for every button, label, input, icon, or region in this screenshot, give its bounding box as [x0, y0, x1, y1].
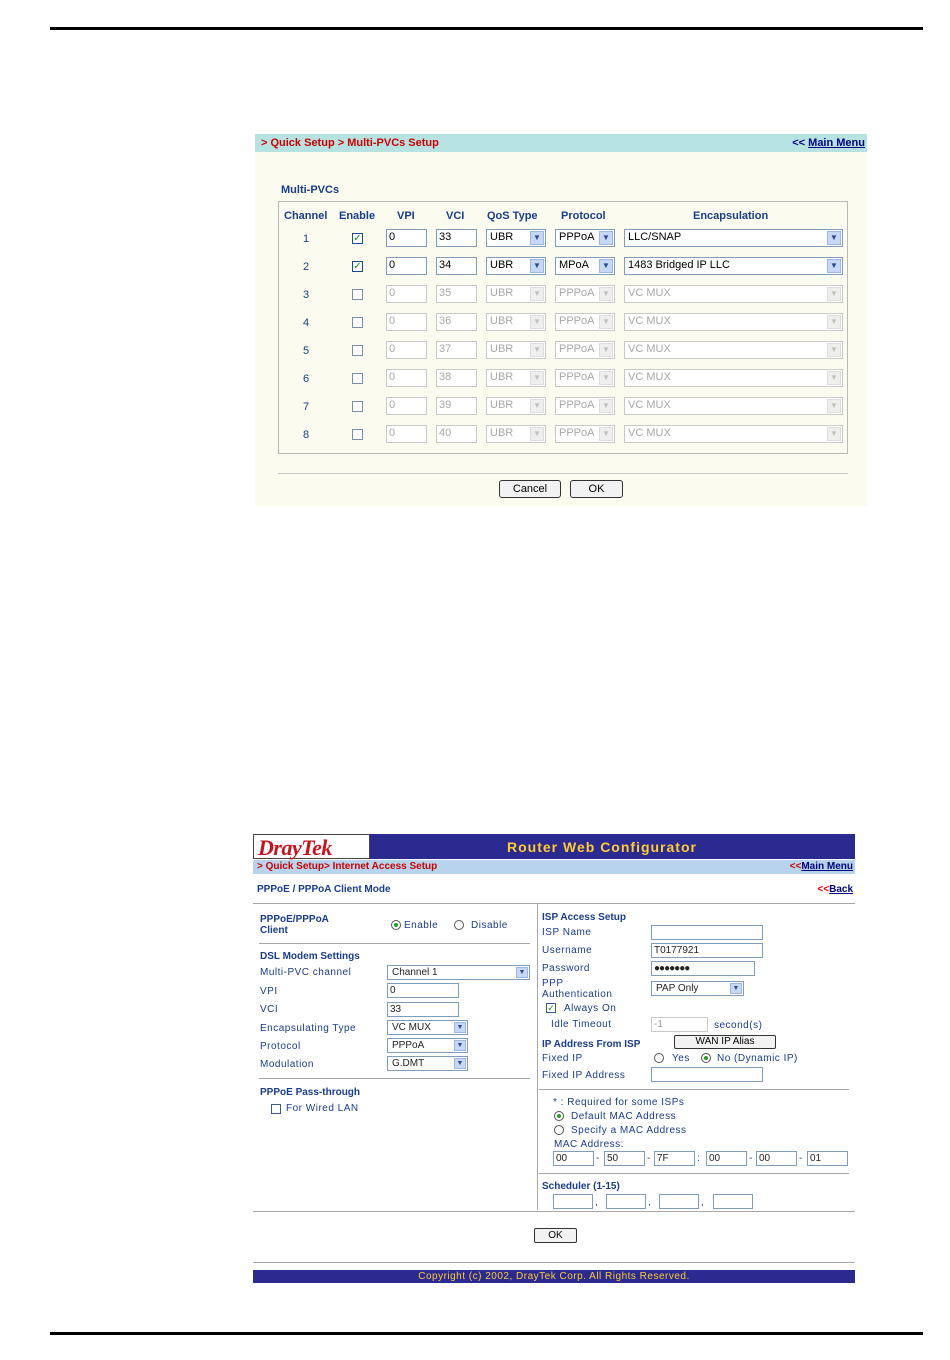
chevron-down-icon: ▼ — [730, 983, 742, 994]
client-enable-label: Enable — [404, 920, 439, 931]
protocol-value: MPoA — [559, 259, 589, 271]
mac-separator: - — [799, 1153, 803, 1164]
cancel-button[interactable]: Cancel — [499, 480, 561, 498]
main-menu-label: Main Menu — [808, 137, 865, 149]
divider — [539, 1089, 849, 1090]
vpi-input[interactable]: 0 — [386, 397, 427, 415]
pvc-row — [279, 313, 847, 335]
channel-number: 7 — [303, 401, 310, 413]
chevron-down-icon: ▼ — [599, 427, 613, 441]
chevron-down-icon: ▼ — [827, 259, 841, 273]
enable-checkbox[interactable] — [352, 401, 363, 412]
qos-select[interactable] — [486, 229, 546, 247]
vpi-input[interactable]: 0 — [386, 229, 427, 247]
fixed-ip-no-radio[interactable] — [701, 1053, 711, 1063]
vpi-input[interactable]: 0 — [386, 369, 427, 387]
ip-from-isp-title: IP Address From ISP — [542, 1039, 641, 1050]
encap-value: VC MUX — [628, 343, 671, 355]
qos-select[interactable] — [486, 257, 546, 275]
dsl-title: DSL Modem Settings — [260, 951, 360, 962]
chevron-down-icon: ▼ — [530, 231, 544, 245]
vci-input[interactable]: 34 — [436, 257, 477, 275]
section-title: Multi-PVCs — [281, 184, 340, 196]
col-vpi: VPI — [397, 210, 415, 222]
main-menu-link[interactable] — [790, 861, 853, 872]
main-menu-link[interactable] — [792, 137, 865, 149]
chevron-down-icon: ▼ — [827, 231, 841, 245]
wired-lan-label: For Wired LAN — [286, 1103, 359, 1114]
chevron-down-icon: ▼ — [530, 343, 544, 357]
mac-separator: : — [697, 1153, 701, 1164]
pvc-row — [279, 341, 847, 363]
protocol-select[interactable] — [555, 425, 615, 443]
draytek-panel — [253, 834, 855, 1283]
chevron-down-icon: ▼ — [530, 259, 544, 273]
ppp-auth-value: PAP Only — [656, 983, 699, 994]
chevron-down-icon: ▼ — [599, 343, 613, 357]
encap-value: VC MUX — [628, 371, 671, 383]
channel-number: 1 — [303, 233, 310, 245]
scheduler-input[interactable] — [659, 1194, 699, 1209]
header-bar — [255, 134, 867, 152]
vci-input[interactable]: 35 — [436, 285, 477, 303]
multi-pvc-select[interactable] — [387, 965, 530, 980]
chevron-down-icon: ▼ — [827, 315, 841, 329]
vpi-label: VPI — [260, 986, 278, 997]
chevron-down-icon: ▼ — [530, 315, 544, 329]
protocol-value: PPPoA — [559, 287, 595, 299]
qos-select[interactable] — [486, 397, 546, 415]
protocol-select[interactable] — [555, 313, 615, 331]
ppp-auth-select[interactable] — [651, 981, 744, 996]
mac-octet-input[interactable]: 00 — [553, 1151, 594, 1166]
modulation-value: G.DMT — [392, 1058, 425, 1069]
protocol-value: PPPoA — [392, 1040, 425, 1051]
main-menu-prefix: << — [789, 861, 802, 872]
encap-value: LLC/SNAP — [628, 231, 682, 243]
mac-octet-input[interactable]: 00 — [706, 1151, 747, 1166]
ppp-auth-label-1: PPP — [542, 978, 564, 989]
enable-checkbox[interactable] — [352, 373, 363, 384]
vpi-input[interactable]: 0 — [387, 983, 459, 998]
encap-select[interactable] — [624, 285, 843, 303]
scheduler-input[interactable] — [553, 1194, 593, 1209]
mac-octet-input[interactable]: 7F — [654, 1151, 695, 1166]
fixed-ip-yes-label: Yes — [672, 1053, 690, 1064]
encap-select[interactable] — [387, 1020, 468, 1035]
vci-label: VCI — [260, 1004, 279, 1015]
mac-separator: - — [749, 1153, 753, 1164]
client-disable-radio[interactable] — [454, 920, 464, 930]
ppp-auth-label-2: Authentication — [542, 989, 613, 1000]
specify-mac-radio[interactable] — [554, 1125, 564, 1135]
col-protocol: Protocol — [561, 210, 606, 222]
qos-select[interactable] — [486, 425, 546, 443]
protocol-value: PPPoA — [559, 427, 595, 439]
fixed-ip-addr-input[interactable] — [651, 1067, 763, 1082]
required-note: * : Required for some ISPs — [553, 1097, 685, 1108]
encap-value: VC MUX — [392, 1022, 431, 1033]
qos-value: UBR — [490, 259, 514, 271]
username-input[interactable]: T0177921 — [651, 943, 763, 958]
mac-octet-input[interactable]: 01 — [807, 1151, 848, 1166]
enable-checkbox[interactable]: ✓ — [353, 233, 362, 244]
protocol-select[interactable] — [555, 341, 615, 359]
qos-select[interactable] — [486, 313, 546, 331]
divider — [253, 1211, 855, 1212]
logo-text: DrayTek — [258, 835, 332, 860]
protocol-value: PPPoA — [559, 231, 595, 243]
scheduler-separator: , — [595, 1197, 599, 1208]
encap-value: VC MUX — [628, 427, 671, 439]
pvc-row — [279, 369, 847, 391]
pvc-row — [279, 257, 847, 279]
vpi-input[interactable]: 0 — [386, 257, 427, 275]
app-title: Router Web Configurator — [507, 839, 697, 855]
fixed-ip-addr-label: Fixed IP Address — [542, 1070, 626, 1081]
enable-checkbox[interactable] — [352, 429, 363, 440]
default-mac-radio[interactable] — [554, 1111, 564, 1121]
chevron-down-icon: ▼ — [599, 259, 613, 273]
protocol-select[interactable] — [555, 369, 615, 387]
client-enable-radio[interactable] — [391, 920, 401, 930]
idle-timeout-label: Idle Timeout — [551, 1019, 612, 1030]
back-prefix: << — [817, 884, 830, 895]
chevron-down-icon: ▼ — [827, 287, 841, 301]
chevron-down-icon: ▼ — [827, 427, 841, 441]
scheduler-label: Scheduler (1-15) — [542, 1181, 620, 1192]
vpi-input[interactable]: 0 — [386, 425, 427, 443]
vci-input[interactable]: 39 — [436, 397, 477, 415]
chevron-down-icon: ▼ — [516, 967, 528, 978]
channel-number: 3 — [303, 289, 310, 301]
encap-select[interactable] — [624, 369, 843, 387]
encap-select[interactable] — [624, 313, 843, 331]
isp-name-input[interactable] — [651, 925, 763, 940]
qos-value: UBR — [490, 343, 514, 355]
always-on-checkbox[interactable]: ✓ — [547, 1003, 555, 1013]
encap-value: VC MUX — [628, 399, 671, 411]
password-input[interactable]: ●●●●●●● — [651, 961, 755, 976]
mac-label: MAC Address: — [554, 1139, 624, 1150]
divider — [278, 473, 848, 474]
qos-value: UBR — [490, 315, 514, 327]
encap-select[interactable] — [624, 257, 843, 275]
back-link[interactable] — [817, 884, 853, 895]
divider — [253, 1262, 855, 1263]
pvc-row — [279, 285, 847, 307]
protocol-select[interactable] — [387, 1038, 468, 1053]
protocol-select[interactable] — [555, 229, 615, 247]
scheduler-input[interactable] — [606, 1194, 646, 1209]
encap-value: VC MUX — [628, 315, 671, 327]
encap-label: Encapsulating Type — [260, 1023, 357, 1034]
protocol-value: PPPoA — [559, 371, 595, 383]
pvc-table — [278, 201, 848, 454]
client-label-2: Client — [260, 925, 288, 936]
protocol-select[interactable] — [555, 397, 615, 415]
divider — [253, 903, 855, 904]
vpi-input[interactable]: 0 — [386, 285, 427, 303]
qos-select[interactable] — [486, 285, 546, 303]
vci-input[interactable]: 40 — [436, 425, 477, 443]
modulation-label: Modulation — [260, 1059, 314, 1070]
ok-button[interactable]: OK — [534, 1228, 577, 1243]
col-vci: VCI — [446, 210, 465, 222]
col-channel: Channel — [284, 210, 328, 222]
channel-number: 2 — [303, 261, 310, 273]
vci-input[interactable]: 38 — [436, 369, 477, 387]
chevron-down-icon: ▼ — [530, 427, 544, 441]
chevron-down-icon: ▼ — [599, 287, 613, 301]
enable-checkbox[interactable] — [352, 317, 363, 328]
protocol-select[interactable] — [555, 257, 615, 275]
chevron-down-icon: ▼ — [599, 315, 613, 329]
chevron-down-icon: ▼ — [599, 371, 613, 385]
encap-select[interactable] — [624, 341, 843, 359]
vci-input[interactable]: 33 — [436, 229, 477, 247]
pvc-row — [279, 229, 847, 251]
multi-pvc-value: Channel 1 — [392, 967, 438, 978]
chevron-down-icon: ▼ — [530, 287, 544, 301]
chevron-down-icon: ▼ — [827, 343, 841, 357]
encap-select[interactable] — [624, 397, 843, 415]
multi-pvc-label: Multi-PVC channel — [260, 967, 352, 978]
qos-select[interactable] — [486, 369, 546, 387]
isp-name-label: ISP Name — [542, 927, 592, 938]
pvc-row — [279, 425, 847, 447]
scheduler-separator: , — [701, 1197, 705, 1208]
encap-value: 1483 Bridged IP LLC — [628, 259, 730, 271]
divider — [259, 1078, 530, 1079]
breadcrumb: > Quick Setup> Internet Access Setup — [257, 861, 438, 872]
qos-select[interactable] — [486, 341, 546, 359]
scheduler-input[interactable] — [713, 1194, 753, 1209]
qos-value: UBR — [490, 231, 514, 243]
password-label: Password — [542, 963, 590, 974]
scheduler-separator: , — [648, 1197, 652, 1208]
username-label: Username — [542, 945, 593, 956]
idle-timeout-input[interactable]: -1 — [651, 1017, 708, 1032]
breadcrumb: > Quick Setup > Multi-PVCs Setup — [261, 137, 439, 149]
modulation-select[interactable] — [387, 1056, 468, 1071]
wired-lan-checkbox[interactable] — [271, 1104, 281, 1114]
vpi-input[interactable]: 0 — [386, 313, 427, 331]
vci-input[interactable]: 36 — [436, 313, 477, 331]
chevron-down-icon: ▼ — [599, 231, 613, 245]
mac-octet-input[interactable]: 50 — [604, 1151, 645, 1166]
mode-title: PPPoE / PPPoA Client Mode — [257, 884, 391, 895]
fixed-ip-label: Fixed IP — [542, 1053, 583, 1064]
channel-number: 4 — [303, 317, 310, 329]
idle-unit: second(s) — [714, 1020, 763, 1031]
protocol-value: PPPoA — [559, 315, 595, 327]
protocol-select[interactable] — [555, 285, 615, 303]
divider — [259, 943, 530, 944]
multi-pvc-panel — [255, 134, 867, 506]
encap-value: VC MUX — [628, 287, 671, 299]
vci-input[interactable]: 37 — [436, 341, 477, 359]
fixed-ip-no-label: No (Dynamic IP) — [717, 1053, 798, 1064]
back-label: Back — [829, 884, 853, 895]
chevron-down-icon: ▼ — [454, 1058, 466, 1069]
vpi-input[interactable]: 0 — [386, 341, 427, 359]
vci-input[interactable]: 33 — [387, 1002, 459, 1017]
qos-value: UBR — [490, 287, 514, 299]
enable-checkbox[interactable] — [352, 345, 363, 356]
qos-value: UBR — [490, 427, 514, 439]
ok-button[interactable]: OK — [570, 480, 623, 498]
specify-mac-label: Specify a MAC Address — [571, 1125, 687, 1136]
mac-separator: - — [596, 1153, 600, 1164]
column-divider — [537, 904, 538, 1210]
top-rule — [50, 27, 923, 30]
protocol-value: PPPoA — [559, 343, 595, 355]
main-menu-label: Main Menu — [801, 861, 853, 872]
copyright: Copyright (c) 2002, DrayTek Corp. All Rights Reserved. — [418, 1271, 690, 1282]
col-qos: QoS Type — [487, 210, 538, 222]
chevron-down-icon: ▼ — [827, 371, 841, 385]
wan-ip-alias-button[interactable]: WAN IP Alias — [674, 1035, 776, 1049]
enable-checkbox[interactable] — [352, 289, 363, 300]
qos-value: UBR — [490, 371, 514, 383]
passthrough-title: PPPoE Pass-through — [260, 1087, 361, 1098]
encap-select[interactable] — [624, 229, 843, 247]
channel-number: 8 — [303, 429, 310, 441]
default-mac-label: Default MAC Address — [571, 1111, 677, 1122]
chevron-down-icon: ▼ — [827, 399, 841, 413]
chevron-down-icon: ▼ — [599, 399, 613, 413]
col-encap: Encapsulation — [693, 210, 769, 222]
title-banner — [370, 834, 855, 859]
protocol-value: PPPoA — [559, 399, 595, 411]
isp-title: ISP Access Setup — [542, 912, 626, 923]
fixed-ip-yes-radio[interactable] — [654, 1053, 664, 1063]
divider — [539, 1173, 849, 1174]
client-label-1: PPPoE/PPPoA — [260, 914, 329, 925]
qos-value: UBR — [490, 399, 514, 411]
chevron-down-icon: ▼ — [530, 399, 544, 413]
protocol-label: Protocol — [260, 1041, 301, 1052]
channel-number: 5 — [303, 345, 310, 357]
chevron-down-icon: ▼ — [530, 371, 544, 385]
mac-separator: - — [647, 1153, 651, 1164]
enable-checkbox[interactable]: ✓ — [353, 261, 362, 272]
chevron-down-icon: ▼ — [454, 1040, 466, 1051]
draytek-logo — [253, 834, 370, 859]
col-enable: Enable — [339, 210, 376, 222]
main-menu-prefix: << — [792, 137, 809, 149]
pvc-row — [279, 397, 847, 419]
nav-bar — [253, 860, 855, 874]
mac-octet-input[interactable]: 00 — [756, 1151, 797, 1166]
client-disable-label: Disable — [471, 920, 508, 931]
footer — [253, 1270, 855, 1283]
chevron-down-icon: ▼ — [454, 1022, 466, 1033]
bottom-rule — [50, 1332, 923, 1335]
channel-number: 6 — [303, 373, 310, 385]
always-on-label: Always On — [564, 1003, 617, 1014]
encap-select[interactable] — [624, 425, 843, 443]
